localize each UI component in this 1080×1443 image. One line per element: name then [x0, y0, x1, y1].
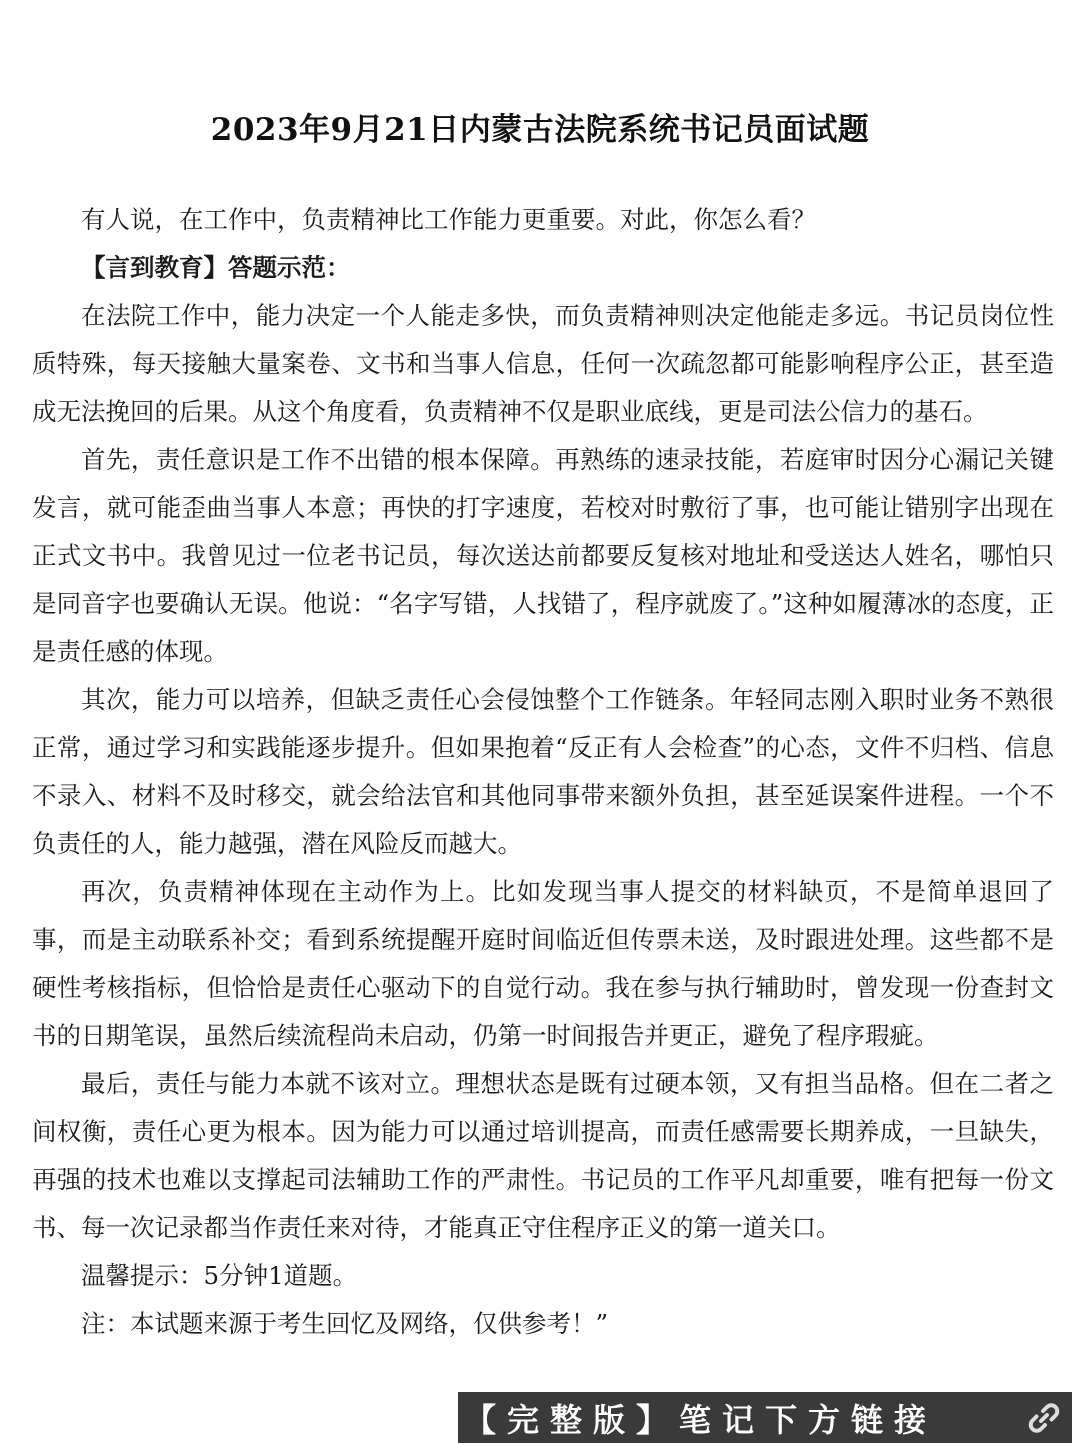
answer-paragraph: 首先，责任意识是工作不出错的根本保障。再熟练的速录技能，若庭审时因分心漏记关键发言，就可能歪曲当事人本意；再快的打字速度，若校对时敷衍了事，也可能让错别字出现在正式文书中。我曾见过一位老书记员，每次送达前都要反复核对地址和受送达人姓名，哪怕只是同音字也要确认无误。他说：“名字写错，人找错了，程序就废了。”这种如履薄冰的态度，正是责任感的体现。 — [32, 445, 1054, 666]
answer-paragraph: 最后，责任与能力本就不该对立。理想状态是既有过硬本领，又有担当品格。但在二者之间权衡，责任心更为根本。因为能力可以通过培训提高，而责任感需要长期养成，一旦缺失，再强的技术也难以支撑起司法辅助工作的严肃性。书记员的工作平凡却重要，唯有把每一份文书、每一次记录都当作责任来对待，才能真正守住程序正义的第一道关口。 — [32, 1069, 1054, 1242]
answer-paragraph: 再次，负责精神体现在主动作为上。比如发现当事人提交的材料缺页，不是简单退回了事，而是主动联系补交；看到系统提醒开庭时间临近但传票未送，及时跟进处理。这些都不是硬性考核指标，但恰恰是责任心驱动下的自觉行动。我在参与执行辅助时，曾发现一份查封文书的日期笔误，虽然后续流程尚未启动，仍第一时间报告并更正，避免了程序瑕疵。 — [32, 877, 1054, 1050]
tip-text: 温馨提示：5分钟1道题。 — [81, 1261, 358, 1290]
document-body — [32, 196, 1054, 1348]
answer-paragraph: 在法院工作中，能力决定一个人能走多快，而负责精神则决定他能走多远。书记员岗位性质特殊，每天接触大量案卷、文书和当事人信息，任何一次疏忽都可能影响程序公正，甚至造成无法挽回的后果。从这个角度看，负责精神不仅是职业底线，更是司法公信力的基石。 — [32, 301, 1054, 426]
source-note: 注：本试题来源于考生回忆及网络，仅供参考！” — [81, 1309, 609, 1338]
answer-paragraph: 其次，能力可以培养，但缺乏责任心会侵蚀整个工作链条。年轻同志刚入职时业务不熟很正常，通过学习和实践能逐步提升。但如果抱着“反正有人会检查”的心态，文件不归档、信息不录入、材料不及时移交，就会给法官和其他同事带来额外负担，甚至延误案件进程。一个不负责任的人，能力越强，潜在风险反而越大。 — [32, 685, 1054, 858]
link-icon — [1026, 1400, 1062, 1436]
banner-text: 【完整版】笔记下方链接 — [464, 1400, 938, 1439]
full-version-banner[interactable] — [458, 1392, 1072, 1443]
question-text: 有人说，在工作中，负责精神比工作能力更重要。对此，你怎么看？ — [81, 205, 816, 234]
answer-label: 【言到教育】答题示范： — [81, 253, 351, 282]
document-title: 2023年9月21日内蒙古法院系统书记员面试题 — [210, 112, 870, 148]
